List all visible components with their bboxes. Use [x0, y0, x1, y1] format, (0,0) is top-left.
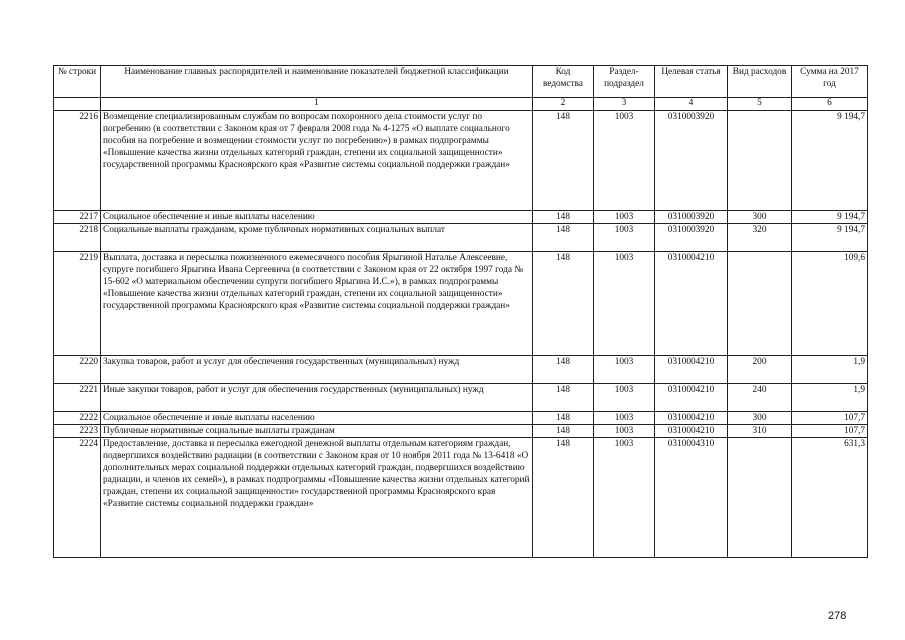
row-section: 1003 — [594, 111, 655, 211]
row-sum: 107,7 — [792, 412, 868, 425]
row-target-article: 0310004210 — [655, 412, 728, 425]
row-expense-kind — [728, 111, 792, 211]
page-number: 278 — [828, 610, 847, 622]
row-department-code: 148 — [533, 111, 594, 211]
row-sum: 9 194,7 — [792, 111, 868, 211]
row-section: 1003 — [594, 425, 655, 438]
row-name: Социальное обеспечение и иные выплаты населению — [101, 211, 533, 224]
row-number: 2224 — [54, 438, 101, 558]
table-row — [54, 384, 868, 412]
header-section: Раздел-подраздел — [594, 66, 655, 98]
row-number: 2216 — [54, 111, 101, 211]
header-expense-kind: Вид расходов — [728, 66, 792, 98]
row-department-code: 148 — [533, 211, 594, 224]
row-sum: 631,3 — [792, 438, 868, 558]
row-target-article: 0310004210 — [655, 384, 728, 412]
row-name: Выплата, доставка и пересылка пожизненного ежемесячного пособия Ярыгиной Наталье Алексеевне, супруге погибшего Ярыгина Ивана Сергеевича (в соответствии с Законом края от 22 октября 1997 года № 15-602 «О материальном обеспечении супруги погибшего Ярыгина И.С.»), в рамках подпрограммы «Повышение качества жизни отдельных категорий граждан, степени их социальной защищенности» государственной программы Красноярского края «Развитие системы социальной поддержки граждан» — [101, 252, 533, 356]
row-name: Возмещение специализированным службам по вопросам похоронного дела стоимости услуг по погребению (в соответствии с Законом края от 7 февраля 2008 года № 4-1275 «О выплате социального пособия на погребение и возмещении стоимости услуг по погребению») в рамках подпрограммы «Повышение качества жизни отдельных категорий граждан, степени их социальной защищенности» государственной программы Красноярского края «Развитие системы социальной поддержки граждан» — [101, 111, 533, 211]
row-name: Социальные выплаты гражданам, кроме публичных нормативных социальных выплат — [101, 224, 533, 252]
row-department-code: 148 — [533, 356, 594, 384]
row-expense-kind: 310 — [728, 425, 792, 438]
row-department-code: 148 — [533, 224, 594, 252]
table-row — [54, 412, 868, 425]
row-sum: 9 194,7 — [792, 224, 868, 252]
row-section: 1003 — [594, 384, 655, 412]
row-section: 1003 — [594, 438, 655, 558]
row-target-article: 0310003920 — [655, 224, 728, 252]
row-target-article: 0310004310 — [655, 438, 728, 558]
row-number: 2219 — [54, 252, 101, 356]
row-number: 2221 — [54, 384, 101, 412]
row-sum: 109,6 — [792, 252, 868, 356]
table-row — [54, 224, 868, 252]
row-expense-kind: 300 — [728, 412, 792, 425]
row-section: 1003 — [594, 252, 655, 356]
column-number: 3 — [594, 98, 655, 111]
row-target-article: 0310004210 — [655, 425, 728, 438]
row-section: 1003 — [594, 224, 655, 252]
row-expense-kind: 200 — [728, 356, 792, 384]
column-number: 6 — [792, 98, 868, 111]
row-section: 1003 — [594, 211, 655, 224]
row-department-code: 148 — [533, 425, 594, 438]
row-department-code: 148 — [533, 384, 594, 412]
row-sum: 9 194,7 — [792, 211, 868, 224]
row-expense-kind — [728, 252, 792, 356]
row-number: 2222 — [54, 412, 101, 425]
row-sum: 1,9 — [792, 384, 868, 412]
row-sum: 1,9 — [792, 356, 868, 384]
row-number: 2217 — [54, 211, 101, 224]
table-row — [54, 438, 868, 558]
row-section: 1003 — [594, 356, 655, 384]
table-row — [54, 211, 868, 224]
row-expense-kind — [728, 438, 792, 558]
row-department-code: 148 — [533, 412, 594, 425]
row-number: 2218 — [54, 224, 101, 252]
table-row — [54, 111, 868, 211]
row-target-article: 0310004210 — [655, 252, 728, 356]
table-row — [54, 356, 868, 384]
header-name: Наименование главных распорядителей и наименование показателей бюджетной классификации — [101, 66, 533, 98]
row-name: Предоставление, доставка и пересылка ежегодной денежной выплаты отдельным категориям граждан, подвергшихся воздействию радиации (в соответствии с Законом края от 10 ноября 2011 года № 13-6418 «О дополнительных мерах социальной поддержки отдельных категорий граждан, подвергшихся воздействию радиации, и членов их семей»), в рамках подпрограммы «Повышение качества жизни отдельных категорий граждан, степени их социальной защищенности» государственной программы Красноярского края «Развитие системы социальной поддержки граждан» — [101, 438, 533, 558]
row-name: Иные закупки товаров, работ и услуг для обеспечения государственных (муниципальных) нужд — [101, 384, 533, 412]
header-sum: Сумма на 2017 год — [792, 66, 868, 98]
row-expense-kind: 320 — [728, 224, 792, 252]
row-expense-kind: 300 — [728, 211, 792, 224]
row-target-article: 0310003920 — [655, 111, 728, 211]
column-number-blank — [54, 98, 101, 111]
row-expense-kind: 240 — [728, 384, 792, 412]
row-department-code: 148 — [533, 252, 594, 356]
row-target-article: 0310003920 — [655, 211, 728, 224]
row-number: 2220 — [54, 356, 101, 384]
row-name: Закупка товаров, работ и услуг для обеспечения государственных (муниципальных) нужд — [101, 356, 533, 384]
row-number: 2223 — [54, 425, 101, 438]
row-name: Публичные нормативные социальные выплаты гражданам — [101, 425, 533, 438]
row-name: Социальное обеспечение и иные выплаты населению — [101, 412, 533, 425]
row-section: 1003 — [594, 412, 655, 425]
column-number: 1 — [101, 98, 533, 111]
table-row — [54, 252, 868, 356]
row-department-code: 148 — [533, 438, 594, 558]
table-row — [54, 425, 868, 438]
row-sum: 107,7 — [792, 425, 868, 438]
column-number: 2 — [533, 98, 594, 111]
budget-table — [53, 65, 868, 558]
header-row-number: № строки — [54, 66, 101, 98]
header-target-article: Целевая статья — [655, 66, 728, 98]
column-number: 5 — [728, 98, 792, 111]
header-department-code: Код ведомства — [533, 66, 594, 98]
row-target-article: 0310004210 — [655, 356, 728, 384]
column-number: 4 — [655, 98, 728, 111]
